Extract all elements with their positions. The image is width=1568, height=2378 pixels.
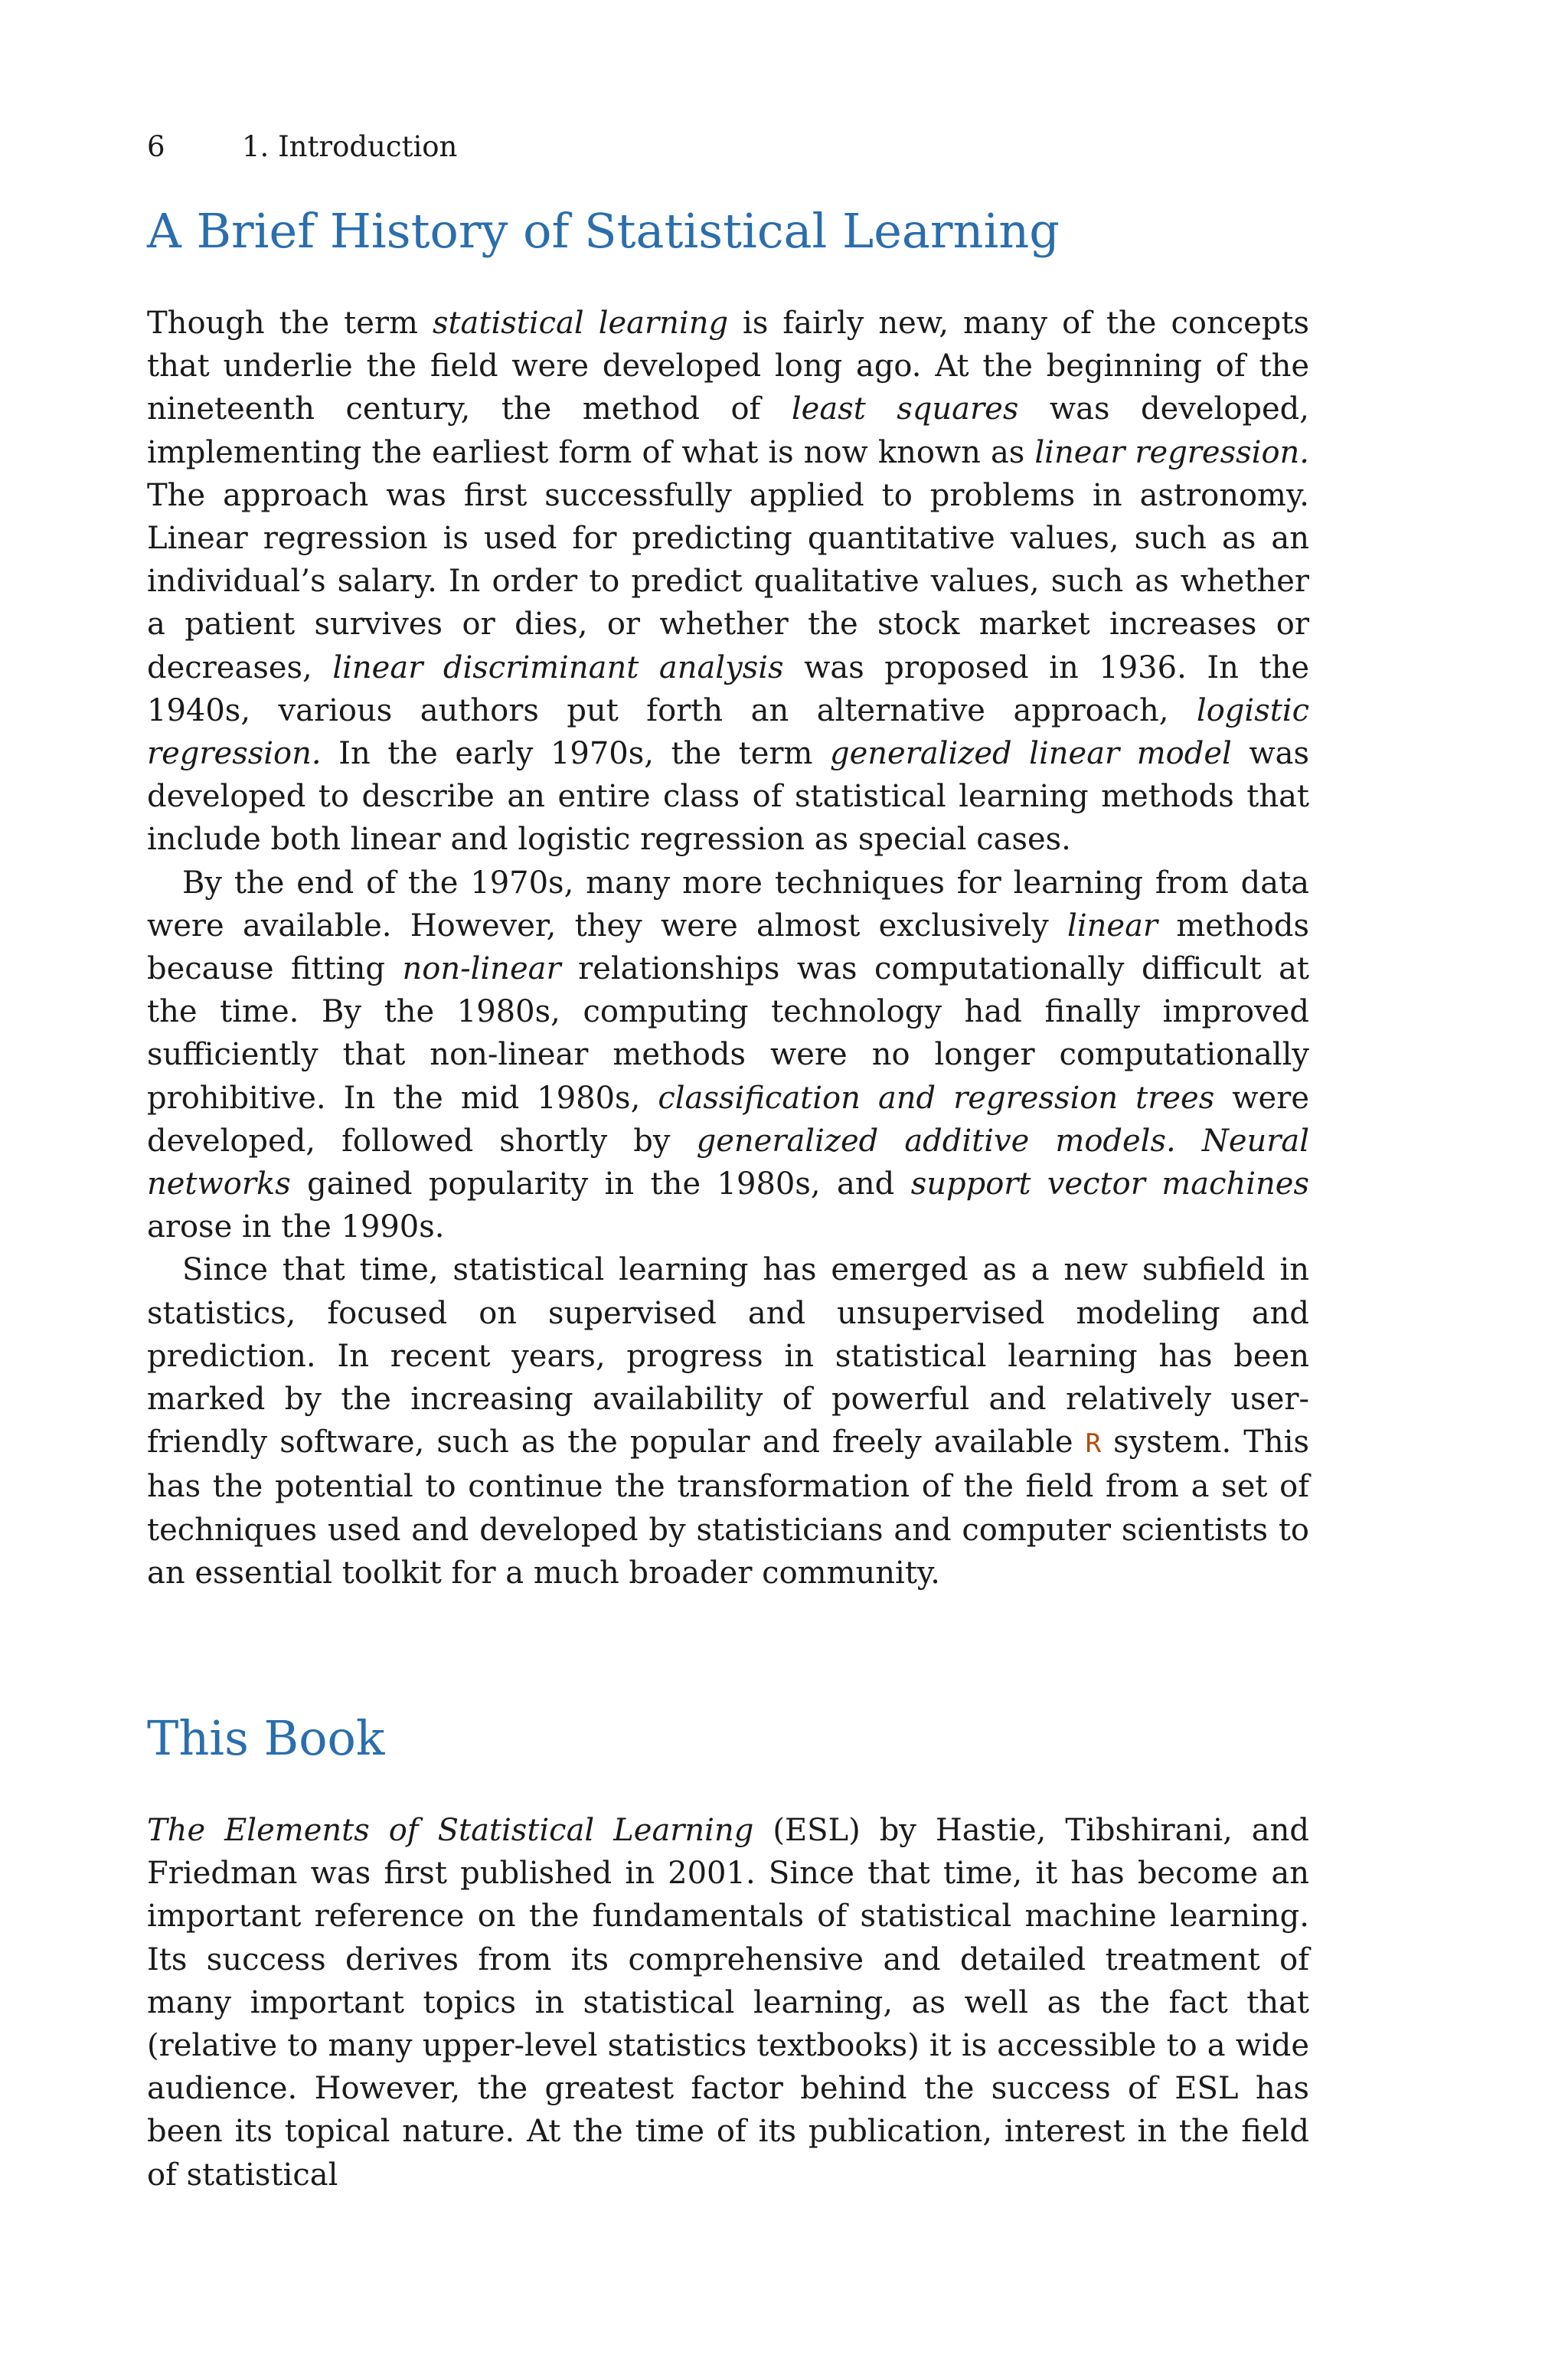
page-number: 6 [147,130,165,163]
paragraph [147,1809,1309,2196]
text-run: In the early 1970s, the term [321,736,830,772]
section-body-history [147,302,1309,1595]
text-run: were developed, followed shortly by [147,1080,1310,1159]
paragraph [147,862,1309,1249]
text-run: system. This has the potential to continue the transformation of the field from a set of techniques used and developed by statisticians and computer scientists to an essential toolkit for a much broader community. [147,1425,1309,1591]
text-run: gained popularity in the 1980s, and [290,1166,911,1202]
section-heading-history: A Brief History of Statistical Learning [147,203,1060,259]
emphasized-term: linear [1067,908,1158,944]
text-run [1176,1124,1202,1159]
text-run: (ESL) by Hastie, Tibshirani, and Friedman was first published in 2001. Since that time, it has become an important reference on the fundamentals of statistical machine learning. Its success derives from its comprehensive and detailed treatment of many important topics in statistical learning, as well as the fact that (relative to many upper-level statistics textbooks) it is accessible to a wide audience. However, the greatest factor behind the success of ESL has been its topical nature. At the time of its publication, interest in the field of statistical [147,1813,1309,2193]
emphasized-term: logistic regression. [147,692,1309,772]
emphasized-term: The Elements of Statistical Learning [147,1813,754,1848]
paragraph [147,302,1309,862]
text-run: arose in the 1990s. [147,1209,445,1245]
text-run: By the end of the 1970s, many more techniques for learning from data were available. However, they were almost exclusively [147,865,1309,944]
emphasized-term: least squares [791,391,1019,427]
section-body-this-book [147,1809,1309,2196]
emphasized-term: generalized additive models. [696,1123,1176,1159]
chapter-title: 1. Introduction [242,130,458,163]
text-run: was proposed in 1936. In the 1940s, various authors put forth an alternative approach, [147,649,1309,728]
emphasized-term: support vector machines [910,1166,1309,1202]
emphasized-term: statistical learning [432,306,729,341]
text-run: was developed to describe an entire class of statistical learning methods that include both linear and logistic regression as special cases. [147,736,1310,858]
text-run: Since that time, statistical learning has emerged as a new subfield in statistics, focused on supervised and unsupervised modeling and prediction. In recent years, progress in statistical learning has been marked by the increasing availability of powerful and relatively user-friendly software, such as the popular and freely available [147,1252,1309,1460]
text-run: methods because fitting [147,908,1309,987]
running-head [147,129,457,165]
text-run: The approach was first successfully applied to problems in astronomy. Linear regression is used for predicting quantitative values, such as an individual’s salary. In order to predict qualitative values, such as whether a patient survives or dies, or whether the stock market increases or decreases, [147,477,1309,685]
text-run: relationships was computationally difficult at the time. By the 1980s, computing technology had finally improved sufficiently that non-linear methods were no longer computationally prohibitive. In the mid 1980s, [147,951,1310,1116]
emphasized-term: non-linear [402,951,561,987]
emphasized-term: linear discriminant analysis [332,649,784,685]
emphasized-term: generalized linear model [830,736,1232,772]
text-run: Though the term [147,306,433,341]
emphasized-term: classification and regression trees [658,1080,1215,1116]
paragraph [147,1248,1309,1595]
emphasized-term: Neural networks [147,1123,1310,1202]
code-term: R [1085,1428,1102,1460]
text-run: is fairly new, many of the concepts that underlie the field were developed long ago. At the beginning of the nineteenth century, the method of [147,306,1310,427]
emphasized-term: linear regression. [1034,434,1309,470]
text-run: was developed, implementing the earliest form of what is now known as [147,391,1309,470]
section-heading-this-book: This Book [147,1710,385,1766]
